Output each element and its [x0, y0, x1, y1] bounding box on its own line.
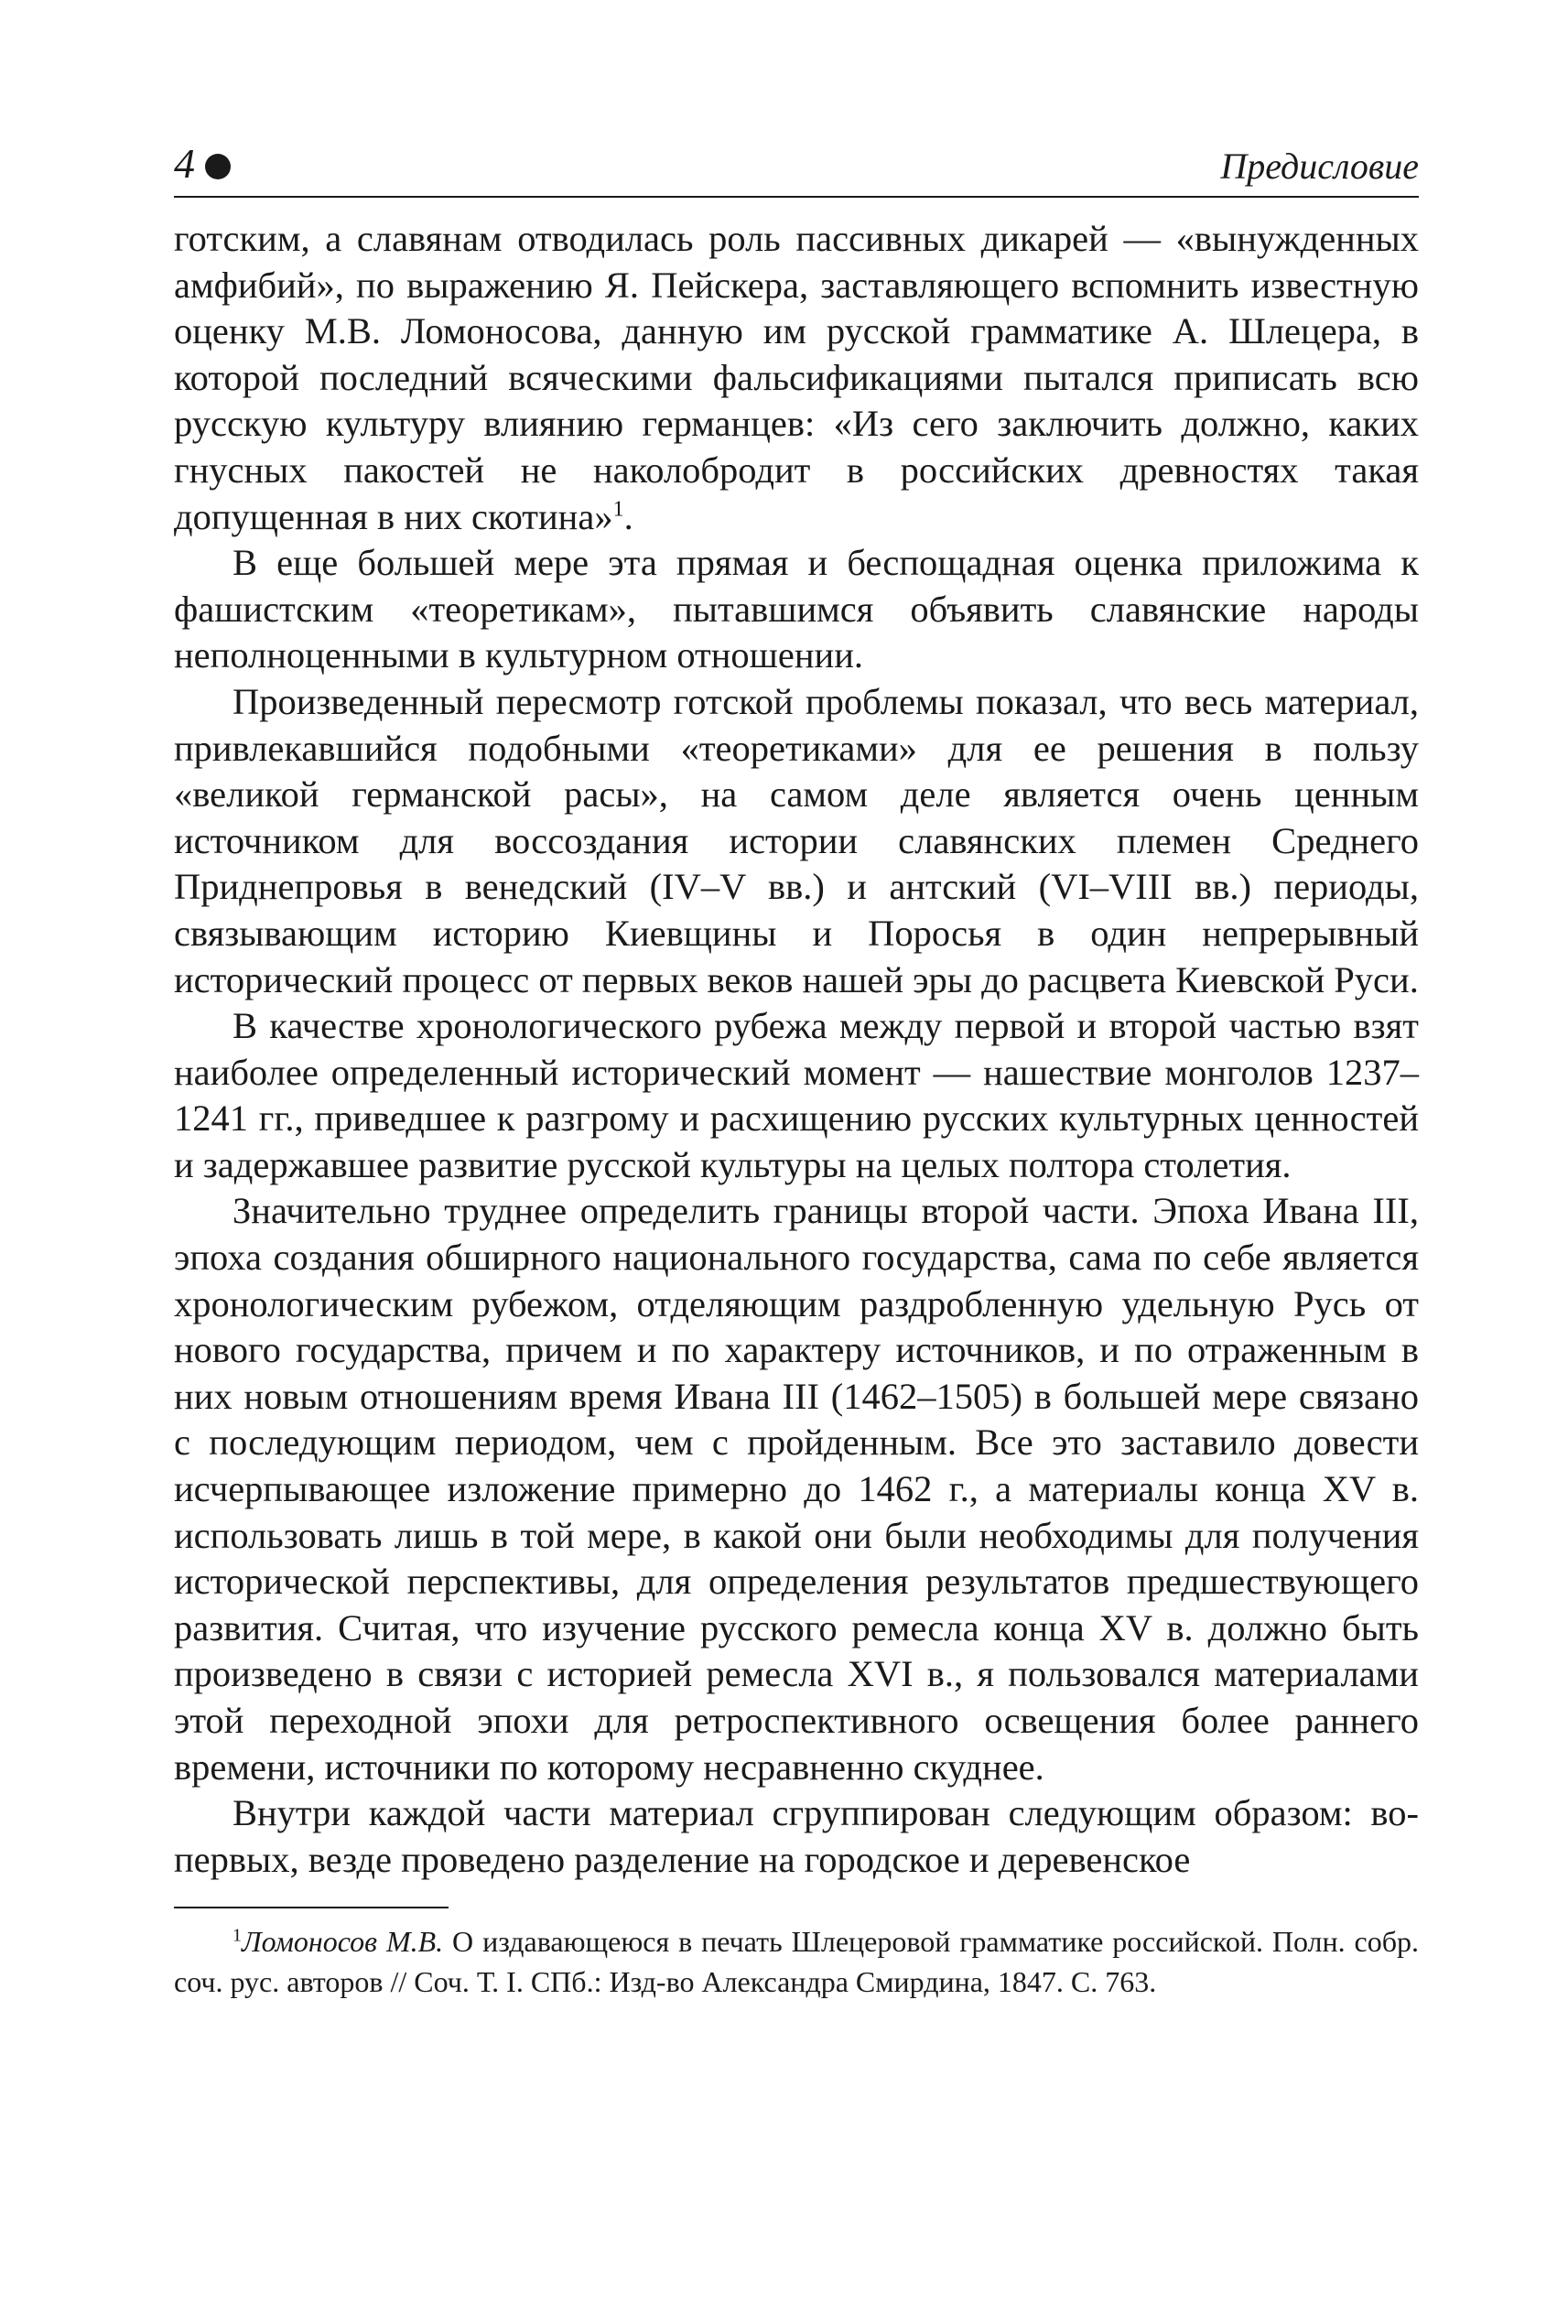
footnote-author: Ломоносов М.В.: [242, 1925, 444, 1959]
paragraph-1-text: готским, а славянам отводилась роль пассивных дикарей — «вынужденных амфибий», по выражению Я. Пейскера, заставляющего вспомнить известную оценку М.В. Ломоносова, данную им русской грамматике А. Шлецера, в которой последний всяческими фальсификациями пытался приписать всю русскую культуру влиянию германцев: «Из сего заключить должно, каких гнусных пакостей не наколобродит в российских древностях такая допущенная в них скотина»: [174, 218, 1419, 537]
paragraph-4: В качестве хронологического рубежа между первой и второй частью взят наиболее определенный исторический момент — нашествие монголов 1237–1241 гг., приведшее к разгрому и расхищению русских культурных ценностей и задержавшее развитие русской культуры на целых полтора столетия.: [174, 1005, 1419, 1185]
footnote-number: 1: [232, 1925, 242, 1946]
footnote-text: О издавающеюся в печать Шлецеровой грамматике российской. Полн. собр. соч. рус. авторов // Соч. Т. I. СПб.: Изд-во Александра Смирдина, 1847. С. 763.: [174, 1925, 1420, 1999]
footnote-divider: [174, 1907, 449, 1908]
page-header: [174, 137, 1419, 198]
footnote-ref-1[interactable]: 1: [612, 497, 624, 522]
paragraph-1-end: .: [623, 495, 633, 537]
page-number: 4: [174, 140, 195, 187]
paragraph-3: Произведенный пересмотр готской проблемы показал, что весь материал, привлекавшийся подобными «теоретиками» для ее решения в пользу «великой германской расы», на самом деле является очень ценным источником для воссоздания истории славянских племен Среднего Приднепровья в венедский (IV–V вв.) и антский (VI–VIII вв.) периоды, связывающим историю Киевщины и Поросья в один непрерывный исторический процесс от первых веков нашей эры до расцвета Киевской Руси.: [174, 680, 1419, 1000]
paragraph-2: В еще большей мере эта прямая и беспощадная оценка приложима к фашистским «теоретикам», пытавшимся объявить славянские народы неполноценными в культурном отношении.: [174, 542, 1419, 676]
paragraph-5: Значительно труднее определить границы второй части. Эпоха Ивана III, эпоха создания обширного национального государства, сама по себе является хронологическим рубежом, отделяющим раздробленную удельную Русь от нового государства, причем и по характеру источников, и по отраженным в них новым отношениям время Ивана III (1462–1505) в большей мере связано с последующим периодом, чем с пройденным. Все это заставило довести исчерпывающее изложение примерно до 1462 г., а материалы конца XV в. использовать лишь в той мере, в какой они были необходимы для получения исторической перспективы, для определения результатов предшествующего развития. Считая, что изучение русского ремесла конца XV в. должно быть произведено в связи с историей ремесла XVI в., я пользовался материалами этой переходной эпохи для ретроспективного освещения более раннего времени, источники по которому несравненно скуднее.: [174, 1190, 1419, 1788]
running-title: Предисловие: [1220, 146, 1419, 187]
book-page: [174, 137, 1419, 2002]
bullet-icon: [205, 154, 231, 179]
paragraph-1: [174, 216, 1419, 540]
paragraph-6: Внутри каждой части материал сгруппирован следующим образом: во-первых, везде проведено разделение на городское и деревенское: [174, 1792, 1419, 1880]
footnote-1: [174, 1921, 1419, 2002]
main-text: [174, 216, 1419, 1883]
